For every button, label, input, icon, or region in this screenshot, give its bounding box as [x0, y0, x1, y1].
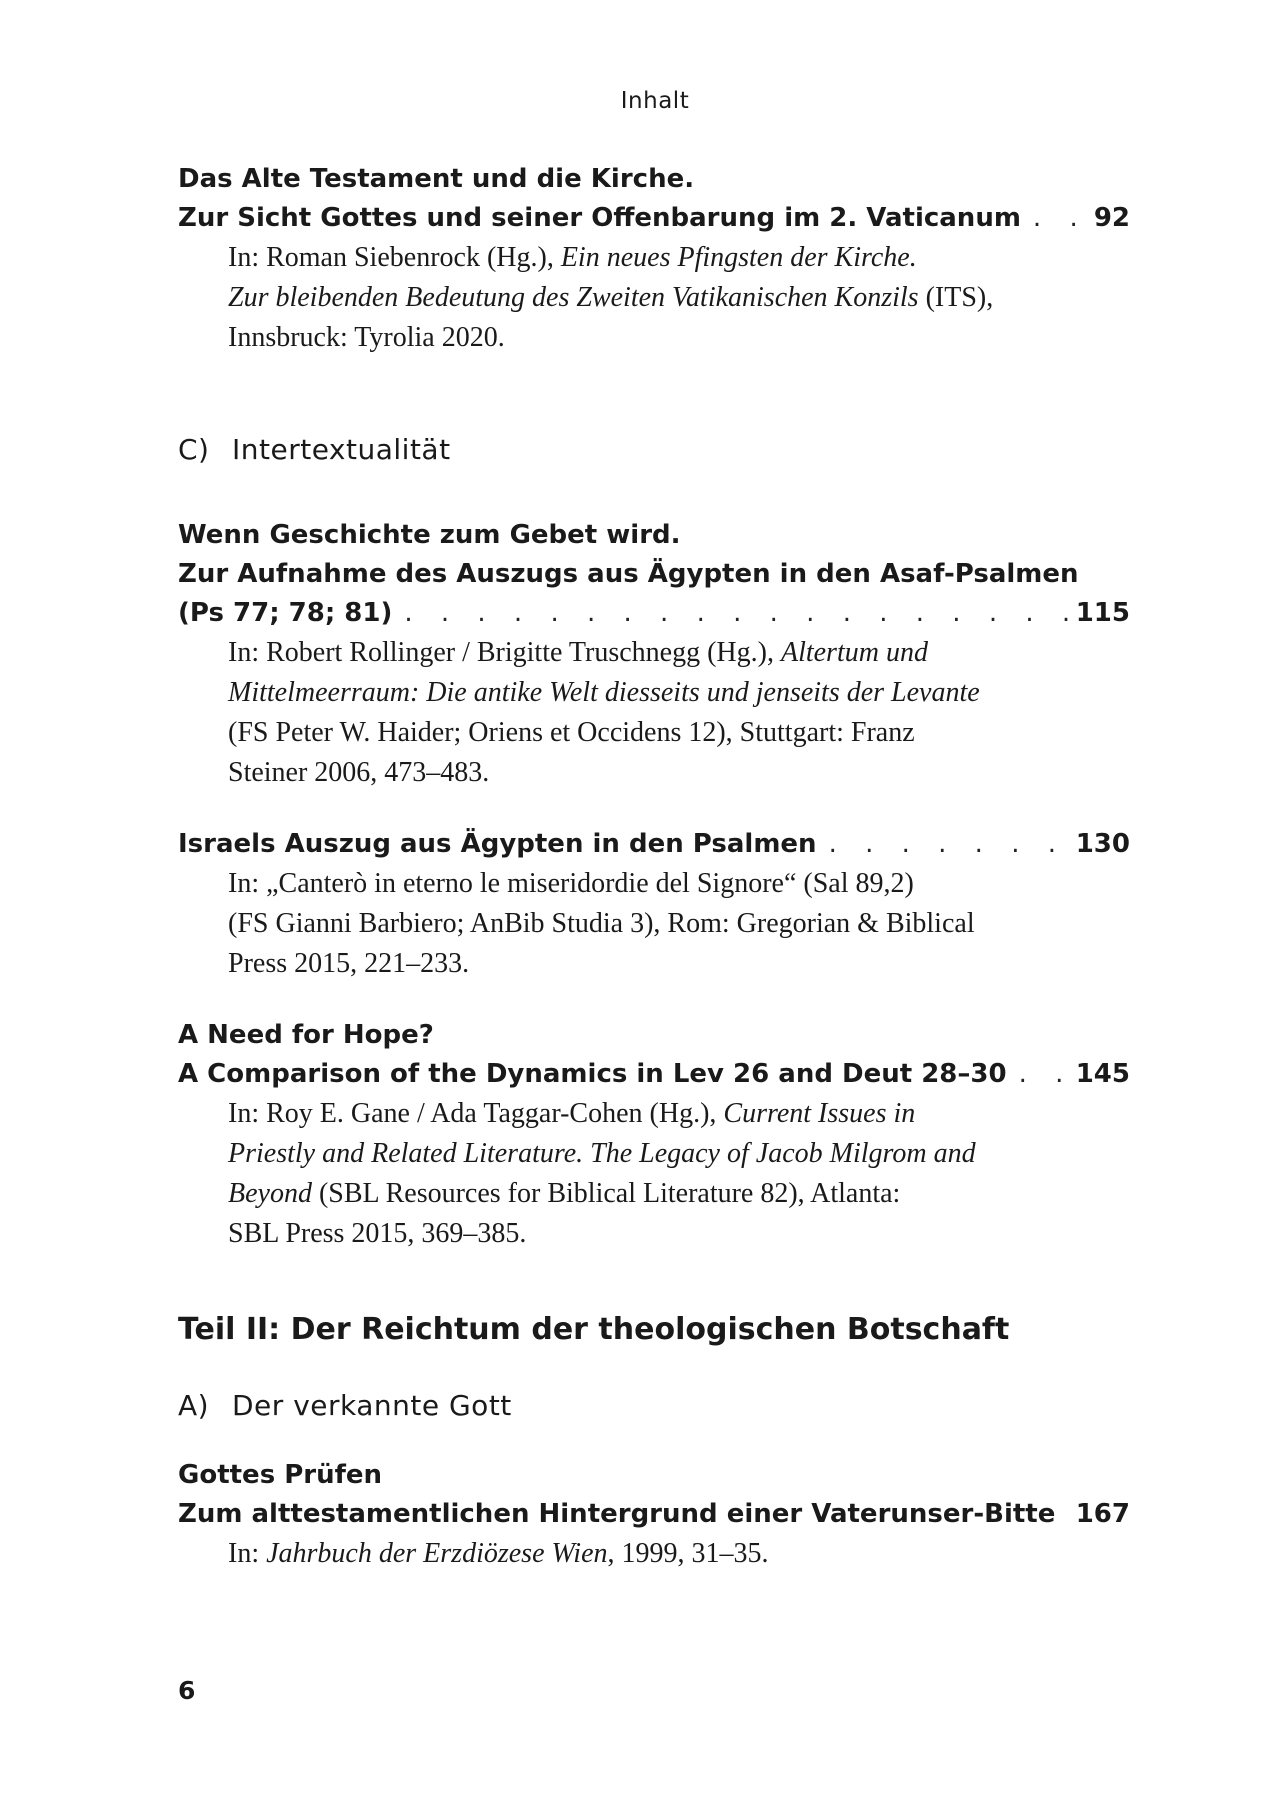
- section-heading: [178, 430, 1130, 470]
- source-title: Zur bleibenden Bedeutung des Zweiten Vatikanischen Konzils: [228, 282, 919, 313]
- source-text: Innsbruck: Tyrolia 2020.: [228, 322, 505, 353]
- dot-leader: [1019, 1055, 1068, 1094]
- source-title: Ein neues Pfingsten der Kirche.: [560, 242, 917, 273]
- section-label: A): [178, 1389, 210, 1422]
- entry-page-number[interactable]: 145: [1075, 1059, 1130, 1089]
- entry-title: Gottes Prüfen: [178, 1460, 383, 1490]
- source-text: In:: [228, 1538, 267, 1569]
- source-title: Mittelmeerraum: Die antike Welt diesseits und jenseits der Levante: [228, 677, 980, 708]
- source-title: Current Issues in: [723, 1098, 916, 1129]
- section-label: C): [178, 433, 210, 466]
- toc-entry: [178, 825, 1130, 984]
- toc-entry: [178, 516, 1130, 793]
- entry-source: [228, 1534, 1130, 1574]
- entry-source: [228, 1094, 1130, 1254]
- entry-page-number[interactable]: 167: [1075, 1499, 1130, 1529]
- source-text: (FS Peter W. Haider; Oriens et Occidens 12), Stuttgart: Franz: [228, 717, 915, 748]
- toc-entry: [178, 160, 1130, 358]
- entry-title: Wenn Geschichte zum Gebet wird.: [178, 520, 681, 550]
- entry-title: Das Alte Testament und die Kirche.: [178, 164, 695, 194]
- entry-page-number[interactable]: 92: [1093, 203, 1130, 233]
- page-number: 6: [178, 1676, 196, 1705]
- toc-entry: [178, 1456, 1130, 1574]
- source-title: Altertum und: [780, 637, 928, 668]
- source-title: Jahrbuch der Erzdiözese Wien: [266, 1538, 608, 1569]
- section-title: Intertextualität: [232, 433, 451, 466]
- source-text: (ITS),: [918, 282, 994, 313]
- source-text: (FS Gianni Barbiero; AnBib Studia 3), Rom: Gregorian & Biblical: [228, 908, 975, 939]
- entry-title-row: [178, 825, 1130, 864]
- entry-title: Israels Auszug aus Ägypten in den Psalmen: [178, 829, 817, 859]
- entry-title: Zum alttestamentlichen Hintergrund einer Vaterunser-Bitte: [178, 1499, 1056, 1529]
- dot-leader: [829, 825, 1068, 864]
- source-text: In: „Canterò in eterno le miseridordie del Signore“ (Sal 89,2): [228, 868, 914, 899]
- entry-title: A Need for Hope?: [178, 1020, 434, 1050]
- part-heading: Teil II: Der Reichtum der theologischen Botschaft: [178, 1312, 1010, 1347]
- entry-title: (Ps 77; 78; 81): [178, 598, 393, 628]
- entry-title-row: [178, 1495, 1130, 1534]
- entry-source: [228, 238, 1130, 358]
- entry-title-row: [178, 594, 1130, 633]
- section-title: Der verkannte Gott: [232, 1389, 512, 1422]
- table-of-contents: [178, 160, 1130, 1574]
- source-text: SBL Press 2015, 369–385.: [228, 1218, 527, 1249]
- source-text: , 1999, 31–35.: [607, 1538, 769, 1569]
- source-title: Beyond: [228, 1178, 312, 1209]
- entry-title: A Comparison of the Dynamics in Lev 26 and Deut 28–30: [178, 1059, 1007, 1089]
- entry-source: [228, 633, 1130, 793]
- entry-page-number[interactable]: 130: [1075, 829, 1130, 859]
- entry-source: [228, 864, 1130, 984]
- source-title: Priestly and Related Literature. The Legacy of Jacob Milgrom and: [228, 1138, 976, 1169]
- source-text: Press 2015, 221–233.: [228, 948, 470, 979]
- dot-leader: [1033, 199, 1078, 238]
- dot-leader: [404, 594, 1067, 633]
- entry-title: Zur Aufnahme des Auszugs aus Ägypten in den Asaf-Psalmen: [178, 559, 1079, 589]
- source-text: In: Robert Rollinger / Brigitte Truschnegg (Hg.),: [228, 637, 781, 668]
- toc-entry: [178, 1016, 1130, 1254]
- entry-title-row: [178, 1055, 1130, 1094]
- source-text: (SBL Resources for Biblical Literature 82), Atlanta:: [311, 1178, 901, 1209]
- source-text: In: Roman Siebenrock (Hg.),: [228, 242, 561, 273]
- section-heading: [178, 1386, 1130, 1426]
- entry-title: Zur Sicht Gottes und seiner Offenbarung im 2. Vaticanum: [178, 203, 1021, 233]
- entry-page-number[interactable]: 115: [1075, 598, 1130, 628]
- source-text: Steiner 2006, 473–483.: [228, 757, 490, 788]
- running-head: Inhalt: [620, 88, 690, 114]
- entry-title-row: [178, 199, 1130, 238]
- source-text: In: Roy E. Gane / Ada Taggar-Cohen (Hg.),: [228, 1098, 724, 1129]
